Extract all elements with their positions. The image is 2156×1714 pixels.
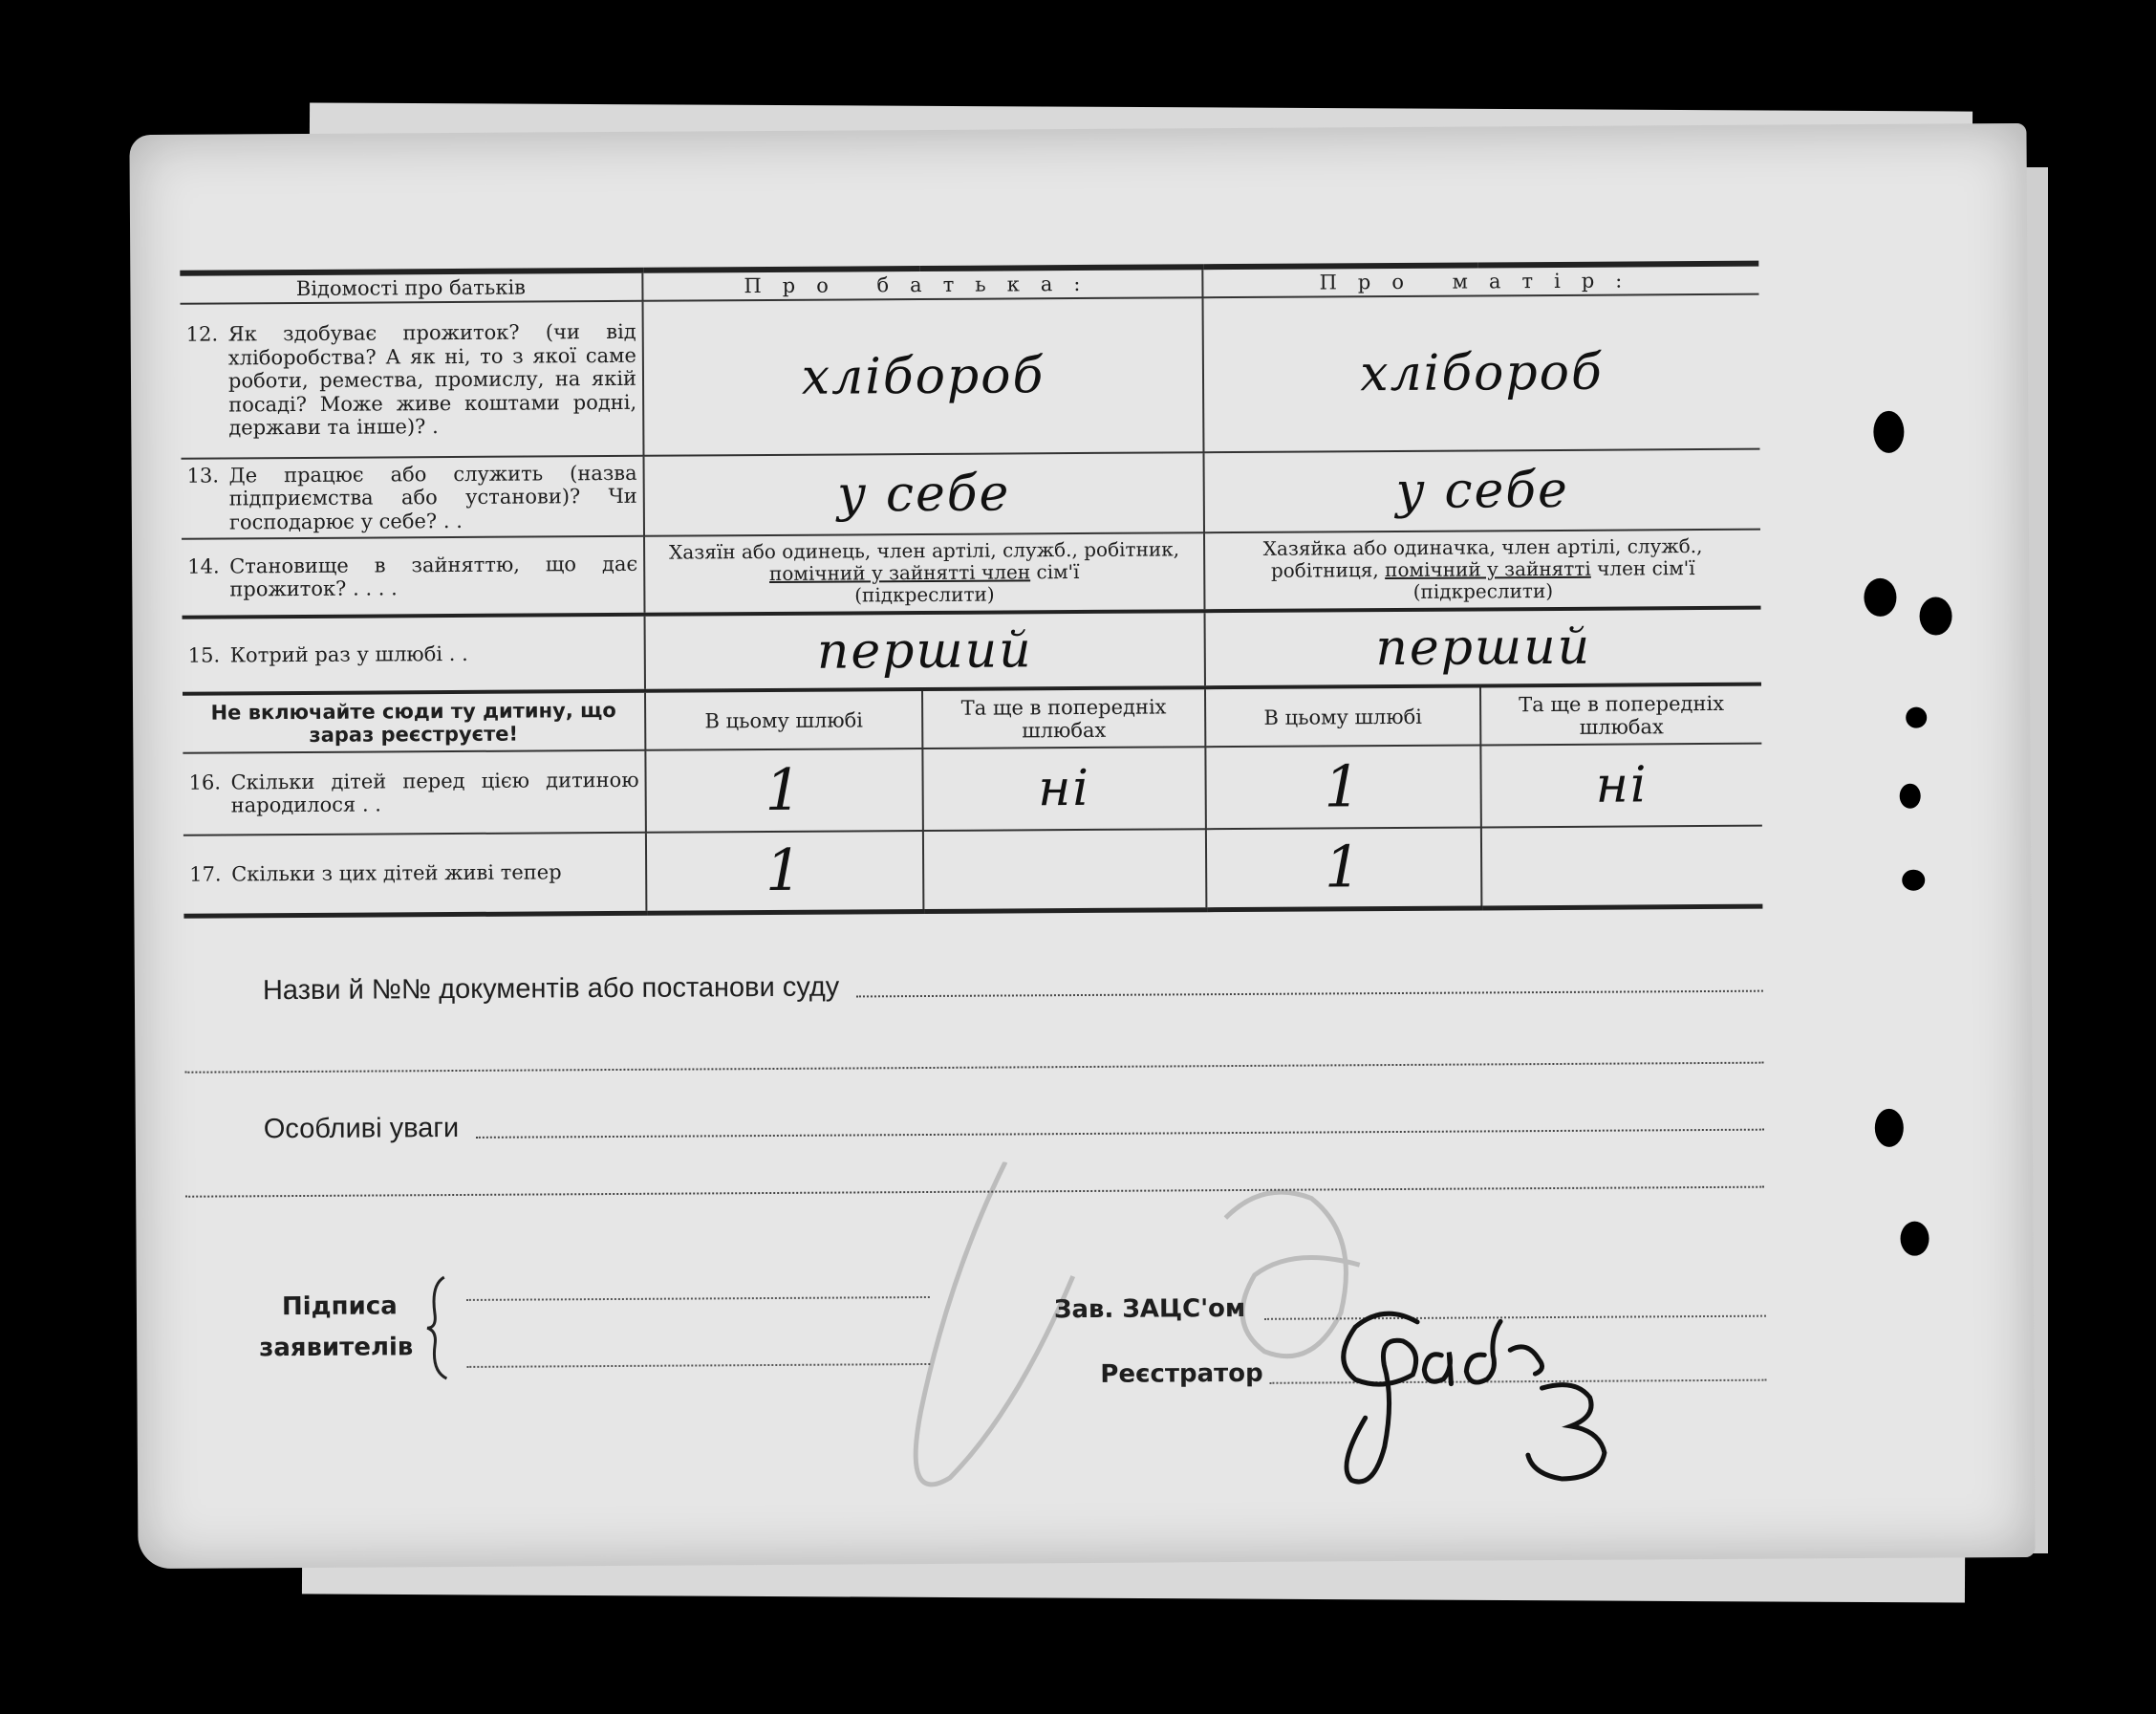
notes-label: Особливі уваги xyxy=(263,1112,460,1145)
punch-hole xyxy=(1873,411,1904,453)
q16-mother-this: 1 xyxy=(1205,746,1481,830)
row-q13 xyxy=(182,449,1760,539)
punch-hole xyxy=(1900,784,1921,809)
children-header-row xyxy=(183,684,1761,753)
applicant-signature-line-2 xyxy=(466,1363,930,1368)
header-father: Про батька: xyxy=(642,267,1202,301)
applicants-label-1: Підписа xyxy=(281,1291,398,1322)
q14-mother-underlined: помічний у зайнятті xyxy=(1385,557,1591,582)
documents-dotted-line-2 xyxy=(184,1062,1763,1074)
punch-hole xyxy=(1902,870,1925,891)
q12-mother-answer: хлібороб xyxy=(1203,294,1760,453)
q14-father-options: Хазяїн або одинець, член артілі, служб., робітник, помічний у зайнятті член сім'ї (підкреслити) xyxy=(644,533,1205,616)
applicants-label-2: заявителів xyxy=(259,1333,414,1363)
q14-question: 14. Становище в зайняттю, що дає прожиток? . . . . xyxy=(182,536,644,618)
punch-hole xyxy=(1900,1222,1929,1256)
q16-father-this: 1 xyxy=(645,749,923,833)
applicant-signature-line-1 xyxy=(466,1296,930,1301)
punch-hole xyxy=(1919,597,1951,635)
registrar-label: Реєстратор xyxy=(1100,1358,1263,1389)
registrar-signature-icon xyxy=(1326,1282,1671,1504)
q15-mother-answer: перший xyxy=(1205,608,1761,688)
head-label: Зав. ЗАЦС'ом xyxy=(1053,1293,1246,1325)
faded-bleedthrough-signature xyxy=(862,1160,1399,1545)
q13-father-answer: у себе xyxy=(644,453,1205,537)
row-q12 xyxy=(181,294,1760,459)
q17-father-this: 1 xyxy=(646,831,924,913)
q14-mother-note: (підкреслити) xyxy=(1412,579,1554,604)
row-q15 xyxy=(183,608,1761,694)
q16-mother-prev: ні xyxy=(1480,744,1762,828)
mother-this-marriage-header: В цьому шлюбі xyxy=(1205,686,1480,748)
punch-hole xyxy=(1906,707,1927,728)
header-mother: Про матір: xyxy=(1202,264,1758,298)
q17-question: 17. Скільки з цих дітей живі тепер xyxy=(183,833,647,916)
q12-father-answer: хлібороб xyxy=(643,298,1204,457)
q14-father-underlined: помічний у зайнятті член xyxy=(768,560,1031,586)
q15-father-answer: перший xyxy=(645,612,1205,692)
q17-father-prev xyxy=(923,830,1207,912)
documents-line xyxy=(184,966,1763,1008)
q13-question: 13. Де працює або служить (назва підприємства або установи)? Чи господарює у себе? . . xyxy=(182,456,645,539)
row-q14 xyxy=(182,530,1760,618)
q13-mother-answer: у себе xyxy=(1204,449,1761,533)
parents-info-table xyxy=(180,261,1762,919)
punch-hole xyxy=(1864,578,1896,617)
notes-dotted-line xyxy=(476,1129,1764,1139)
q12-question: 12. Як здобуває прожиток? (чи від хліборобства? А як ні, то з якої саме роботи, ремества, промислу, на якій посаді? Може живе коштами родні, держави та інше)? . xyxy=(181,301,644,459)
row-q17 xyxy=(183,826,1762,916)
q17-mother-this: 1 xyxy=(1206,828,1482,910)
header-parents-info: Відомості про батьків xyxy=(180,271,642,304)
children-warning: Не включайте сюди ту дитину, що зараз реєструєте! xyxy=(183,691,645,753)
punch-hole xyxy=(1875,1109,1904,1147)
notes-line xyxy=(185,1105,1764,1146)
mother-previous-header: Та ще в попередніх шлюбах xyxy=(1480,684,1761,746)
q15-question: 15. Котрий раз у шлюбі . . xyxy=(183,615,645,694)
documents-label: Назви й №№ документів або постанови суду xyxy=(262,971,840,1007)
father-previous-header: Та ще в попередніх шлюбах xyxy=(922,688,1205,749)
q17-mother-prev xyxy=(1481,826,1763,908)
q16-question: 16. Скільки дітей перед цією дитиною народилося . . xyxy=(183,750,646,835)
documents-dotted-line xyxy=(856,990,1763,998)
document-page xyxy=(129,123,2035,1569)
applicants-brace-icon xyxy=(423,1275,453,1380)
father-this-marriage-header: В цьому шлюбі xyxy=(645,689,922,750)
documents-line-2 xyxy=(184,1062,1763,1079)
row-q16 xyxy=(183,744,1762,835)
q16-father-prev: ні xyxy=(922,748,1206,832)
q14-mother-options: Хазяйка або одиначка, член артілі, служб., робітниця, помічний у зайнятті член сім'ї (підкреслити) xyxy=(1204,530,1760,612)
q14-father-note: (підкреслити) xyxy=(854,583,995,607)
